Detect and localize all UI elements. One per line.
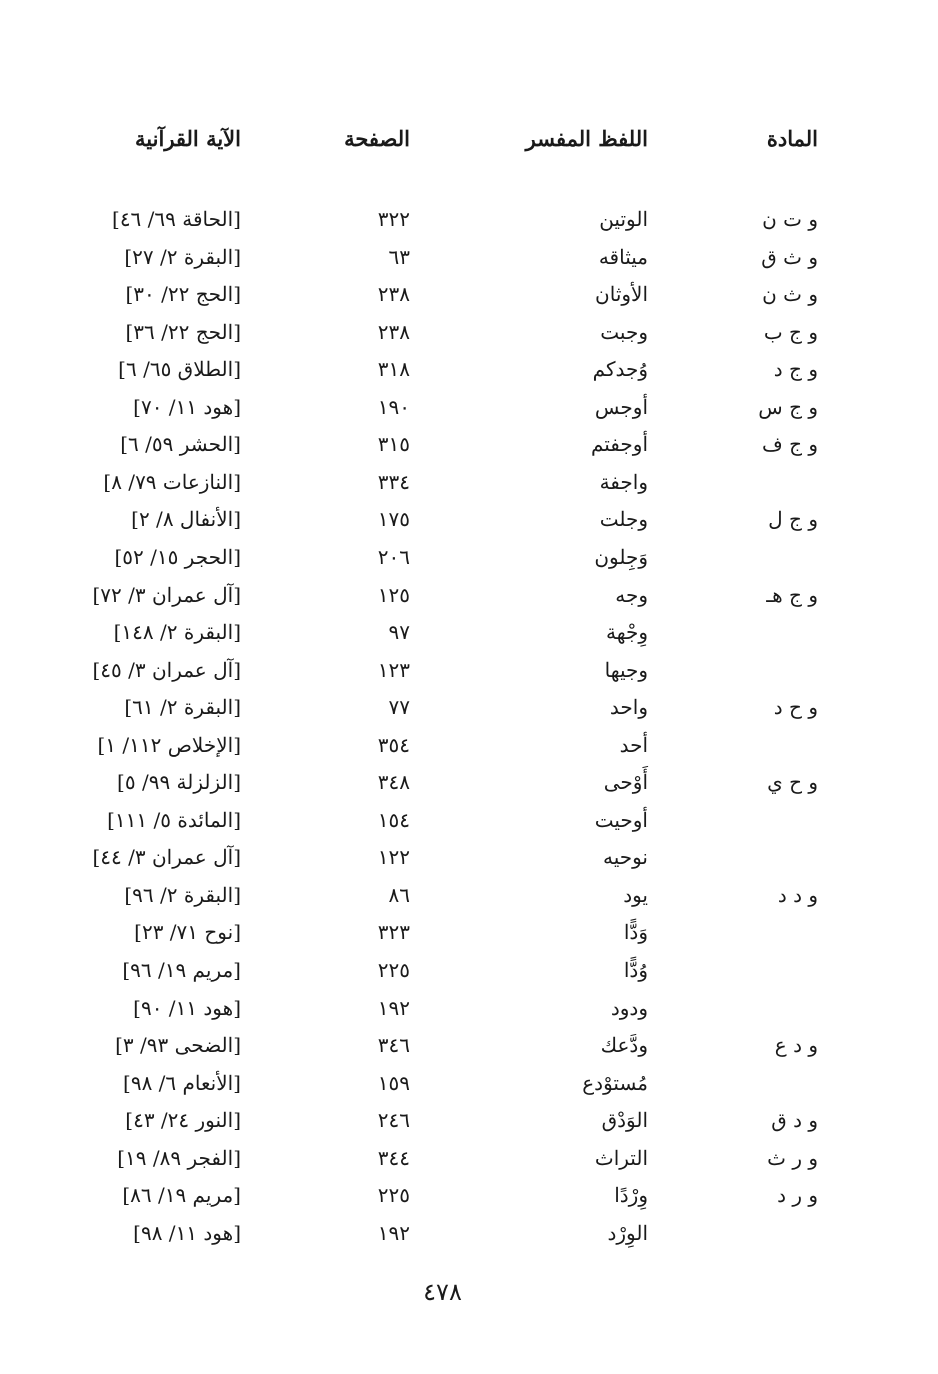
row-ayah: [النازعات ٧٩/ ٨]: [103, 470, 241, 494]
row-ayah: [الأنفال ٨/ ٢]: [131, 507, 241, 531]
row-ayah: [البقرة ٢/ ١٤٨]: [113, 620, 241, 644]
row-page: ٢٢٥: [377, 1183, 410, 1207]
row-word: أوحيت: [594, 808, 648, 832]
header-page: الصفحة: [344, 126, 410, 151]
row-ayah: [آل عمران ٣/ ٧٢]: [92, 583, 241, 607]
row-root: و ج ب: [763, 320, 818, 344]
row-ayah: [المائدة ٥/ ١١١]: [107, 808, 241, 832]
row-page: ١٩٠: [377, 395, 410, 419]
row-root: و ج د: [773, 357, 818, 381]
row-word: أَوْحى: [603, 770, 648, 794]
row-page: ٣١٥: [377, 432, 410, 456]
row-word: أوجفتم: [590, 432, 648, 456]
row-ayah: [البقرة ٢/ ٩٦]: [124, 883, 241, 907]
row-root: و ث ن: [762, 282, 818, 306]
row-page: ٨٦: [388, 883, 410, 907]
row-page: ١٩٢: [377, 996, 410, 1020]
row-page: ١٢٢: [377, 845, 410, 869]
row-root: و ج ل: [768, 507, 818, 531]
row-root: و ث ق: [761, 245, 818, 269]
row-ayah: [هود ١١/ ٧٠]: [133, 395, 241, 419]
row-ayah: [آل عمران ٣/ ٤٥]: [92, 658, 241, 682]
row-page: ٣٥٤: [377, 733, 410, 757]
row-ayah: [البقرة ٢/ ٢٧]: [124, 245, 241, 269]
row-word: يود: [623, 883, 648, 907]
row-page: ٣٢٣: [377, 920, 410, 944]
row-ayah: [الإخلاص ١١٢/ ١]: [97, 733, 241, 757]
row-page: ٣٢٢: [377, 207, 410, 231]
row-ayah: [الحشر ٥٩/ ٦]: [120, 432, 241, 456]
row-ayah: [الحج ٢٢/ ٣٠]: [125, 282, 241, 306]
row-word: مُستوْدع: [582, 1071, 648, 1095]
row-page: ٩٧: [388, 620, 410, 644]
row-root: و ح د: [773, 695, 818, 719]
row-word: ودود: [610, 996, 648, 1020]
row-page: ٣٤٤: [377, 1146, 410, 1170]
row-word: ودَّعك: [600, 1033, 648, 1057]
row-word: واجفة: [599, 470, 648, 494]
row-root: و ت ن: [762, 207, 818, 231]
row-word: وجبت: [600, 320, 648, 344]
row-ayah: [النور ٢٤/ ٤٣]: [125, 1108, 241, 1132]
row-ayah: [مريم ١٩/ ٨٦]: [122, 1183, 241, 1207]
row-word: وَدًّا: [623, 920, 648, 944]
row-page: ٢٣٨: [377, 282, 410, 306]
row-ayah: [نوح ٧١/ ٢٣]: [134, 920, 241, 944]
row-word: أوجس: [594, 395, 648, 419]
row-ayah: [هود ١١/ ٩٠]: [133, 996, 241, 1020]
row-word: وجه: [615, 583, 648, 607]
row-page: ٣٤٦: [377, 1033, 410, 1057]
row-word: وِجْهة: [606, 620, 648, 644]
row-ayah: [الحاقة ٦٩/ ٤٦]: [112, 207, 241, 231]
row-page: ٢٤٦: [377, 1108, 410, 1132]
row-word: وُجدكم: [592, 357, 648, 381]
row-word: ميثاقه: [598, 245, 648, 269]
row-word: أحد: [619, 733, 648, 757]
row-root: و ج هـ: [766, 583, 818, 607]
row-ayah: [آل عمران ٣/ ٤٤]: [92, 845, 241, 869]
row-word: وجلت: [599, 507, 648, 531]
row-page: ٢٠٦: [377, 545, 410, 569]
row-page: ٣٤٨: [377, 770, 410, 794]
row-page: ١٩٢: [377, 1221, 410, 1245]
row-ayah: [هود ١١/ ٩٨]: [133, 1221, 241, 1245]
row-word: الوتين: [599, 207, 648, 231]
row-root: و د د: [777, 883, 818, 907]
header-word: اللفظ المفسر: [525, 126, 648, 151]
row-page: ١٥٤: [377, 808, 410, 832]
row-word: وِرْدًا: [614, 1183, 648, 1207]
row-word: واحد: [609, 695, 648, 719]
row-ayah: [مريم ١٩/ ٩٦]: [122, 958, 241, 982]
row-ayah: [الطلاق ٦٥/ ٦]: [118, 357, 241, 381]
row-ayah: [الحجر ١٥/ ٥٢]: [114, 545, 241, 569]
row-word: وَجِلون: [594, 545, 648, 569]
row-word: الأوثان: [595, 282, 648, 306]
row-ayah: [الضحى ٩٣/ ٣]: [115, 1033, 241, 1057]
row-root: و د ع: [774, 1033, 818, 1057]
row-root: و ج س: [758, 395, 818, 419]
row-ayah: [الحج ٢٢/ ٣٦]: [125, 320, 241, 344]
page-number: ٤٧٨: [423, 1278, 462, 1306]
header-ayah: الآية القرآنية: [135, 126, 241, 151]
row-root: و د ق: [771, 1108, 818, 1132]
row-word: وجيها: [604, 658, 648, 682]
row-word: الوِرْد: [607, 1221, 648, 1245]
row-page: ٢٣٨: [377, 320, 410, 344]
row-word: الوَدْق: [601, 1108, 648, 1132]
row-ayah: [الفجر ٨٩/ ١٩]: [117, 1146, 241, 1170]
row-word: التراث: [594, 1146, 648, 1170]
row-page: ١٢٣: [377, 658, 410, 682]
row-page: ٦٣: [388, 245, 410, 269]
row-page: ٢٢٥: [377, 958, 410, 982]
row-ayah: [الأنعام ٦/ ٩٨]: [123, 1071, 241, 1095]
row-root: و ج ف: [761, 432, 818, 456]
row-root: و ر د: [777, 1183, 818, 1207]
row-page: ١٧٥: [377, 507, 410, 531]
row-page: ٧٧: [388, 695, 410, 719]
row-word: وُدًّا: [623, 958, 648, 982]
row-root: و ر ث: [767, 1146, 818, 1170]
row-word: نوحيه: [602, 845, 648, 869]
row-page: ١٥٩: [377, 1071, 410, 1095]
row-page: ١٢٥: [377, 583, 410, 607]
row-ayah: [البقرة ٢/ ٦١]: [124, 695, 241, 719]
row-page: ٣٣٤: [377, 470, 410, 494]
row-page: ٣١٨: [377, 357, 410, 381]
header-root: المادة: [766, 126, 818, 151]
row-root: و ح ي: [767, 770, 818, 794]
row-ayah: [الزلزلة ٩٩/ ٥]: [117, 770, 241, 794]
